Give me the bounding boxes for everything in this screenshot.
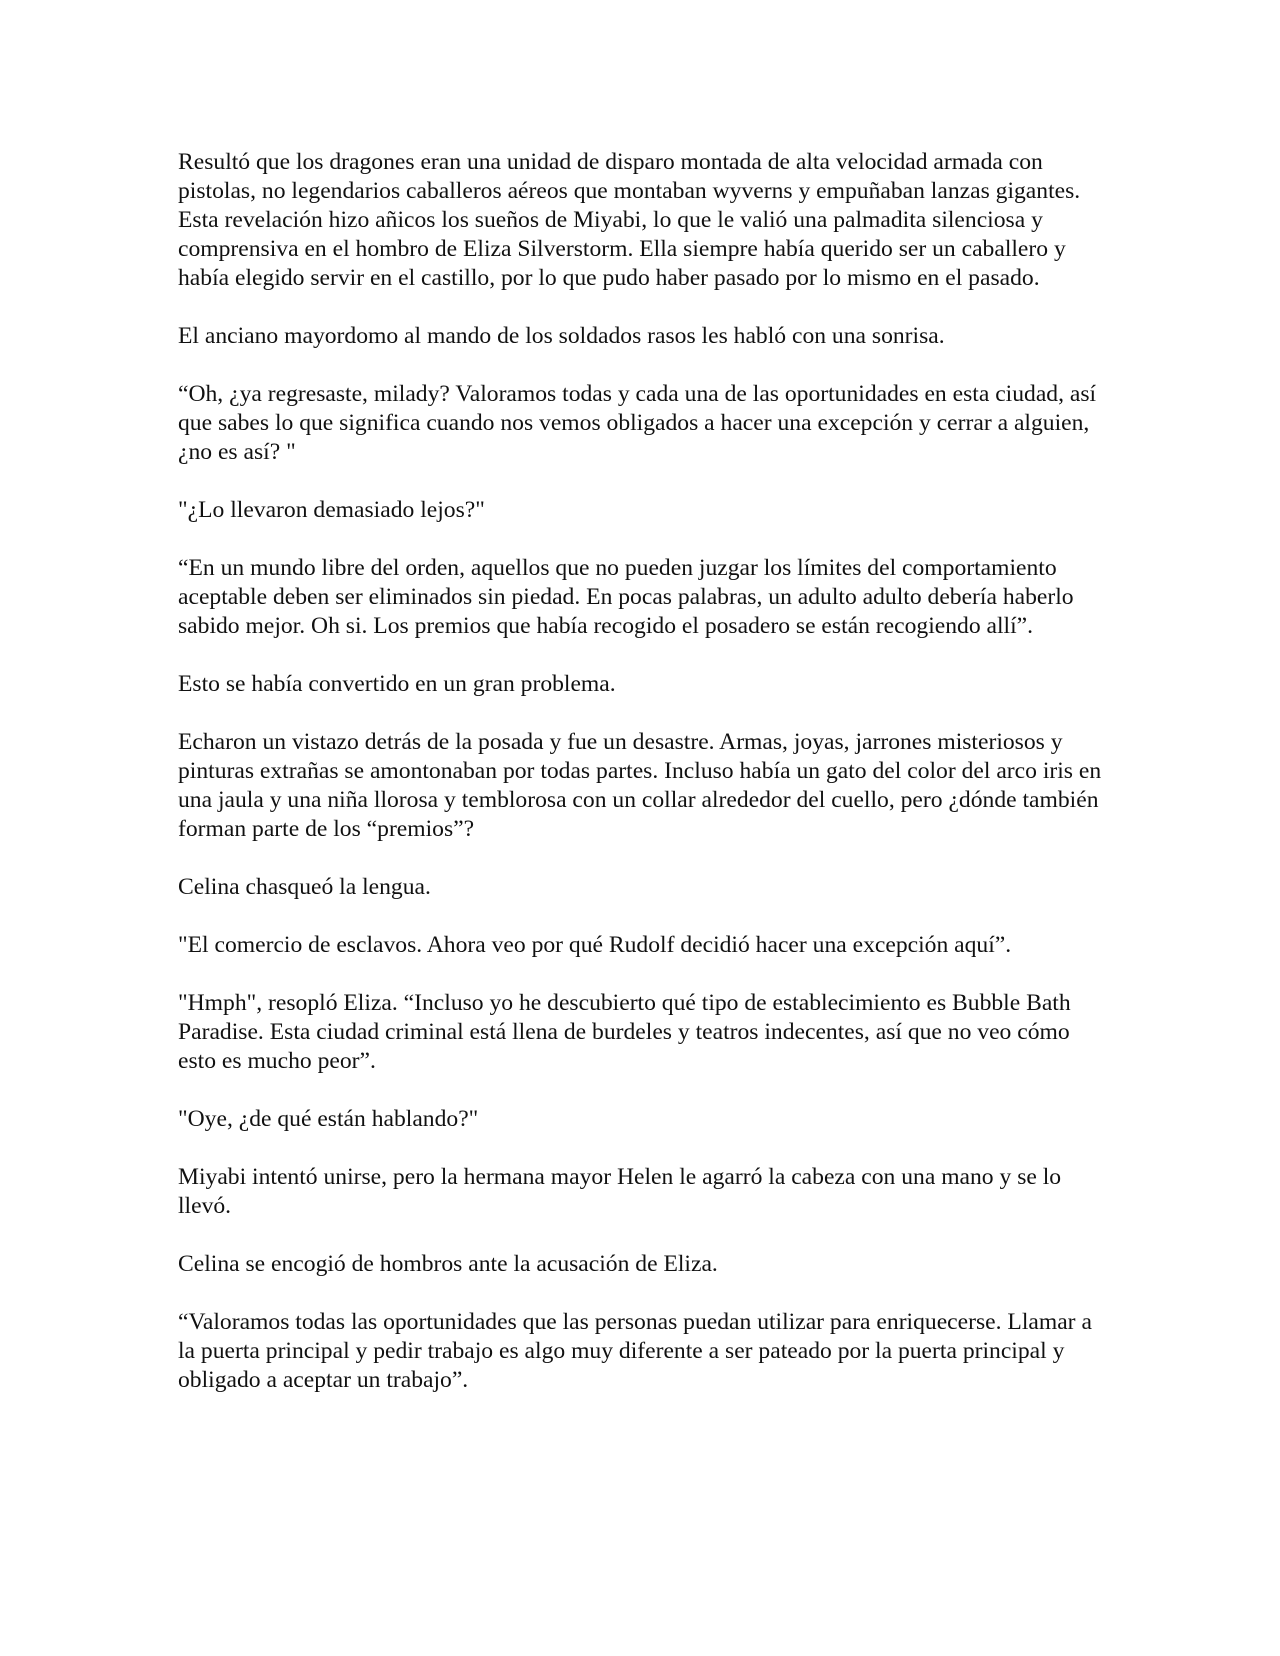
paragraph-13: Celina se encogió de hombros ante la acusación de Eliza. — [178, 1251, 718, 1277]
document-page — [178, 148, 1113, 1424]
paragraph-12: Miyabi intentó unirse, pero la hermana mayor Helen le agarró la cabeza con una mano y se lo llevó. — [178, 1164, 1062, 1219]
paragraph-9: "El comercio de esclavos. Ahora veo por qué Rudolf decidió hacer una excepción aquí”. — [178, 932, 1012, 958]
paragraph-3: “Oh, ¿ya regresaste, milady? Valoramos todas y cada una de las oportunidades en esta ciudad, así que sabes lo que significa cuando nos vemos obligados a hacer una excepción y cerrar a alguien, ¿no es así? " — [178, 381, 1097, 465]
paragraph-2: El anciano mayordomo al mando de los soldados rasos les habló con una sonrisa. — [178, 323, 945, 349]
paragraph-10: "Hmph", resopló Eliza. “Incluso yo he descubierto qué tipo de establecimiento es Bubble Bath Paradise. Esta ciudad criminal está llena de burdeles y teatros indecentes, así que no veo cómo esto es mucho peor”. — [178, 990, 1071, 1074]
paragraph-11: "Oye, ¿de qué están hablando?" — [178, 1106, 479, 1132]
paragraph-4: "¿Lo llevaron demasiado lejos?" — [178, 497, 485, 523]
paragraph-6: Esto se había convertido en un gran problema. — [178, 671, 616, 697]
paragraph-8: Celina chasqueó la lengua. — [178, 874, 431, 900]
paragraph-5: “En un mundo libre del orden, aquellos que no pueden juzgar los límites del comportamiento aceptable deben ser eliminados sin piedad. En pocas palabras, un adulto adulto debería haberlo sabido mejor. Oh si. Los premios que había recogido el posadero se están recogiendo allí”. — [178, 555, 1074, 639]
paragraph-14: “Valoramos todas las oportunidades que las personas puedan utilizar para enriquecerse. Llamar a la puerta principal y pedir trabajo es algo muy diferente a ser pateado por la puerta principal y obligado a aceptar un trabajo”. — [178, 1309, 1092, 1393]
paragraph-1: Resultó que los dragones eran una unidad de disparo montada de alta velocidad armada con pistolas, no legendarios caballeros aéreos que montaban wyverns y empuñaban lanzas gigantes. Esta revelación hizo añicos los sueños de Miyabi, lo que le valió una palmadita silenciosa y comprensiva en el hombro de Eliza Silverstorm. Ella siempre había querido ser un caballero y había elegido servir en el castillo, por lo que pudo haber pasado por lo mismo en el pasado. — [178, 149, 1081, 291]
paragraph-7: Echaron un vistazo detrás de la posada y fue un desastre. Armas, joyas, jarrones misteriosos y pinturas extrañas se amontonaban por todas partes. Incluso había un gato del color del arco iris en una jaula y una niña llorosa y temblorosa con un collar alrededor del cuello, pero ¿dónde también forman parte de los “premios”? — [178, 729, 1102, 842]
